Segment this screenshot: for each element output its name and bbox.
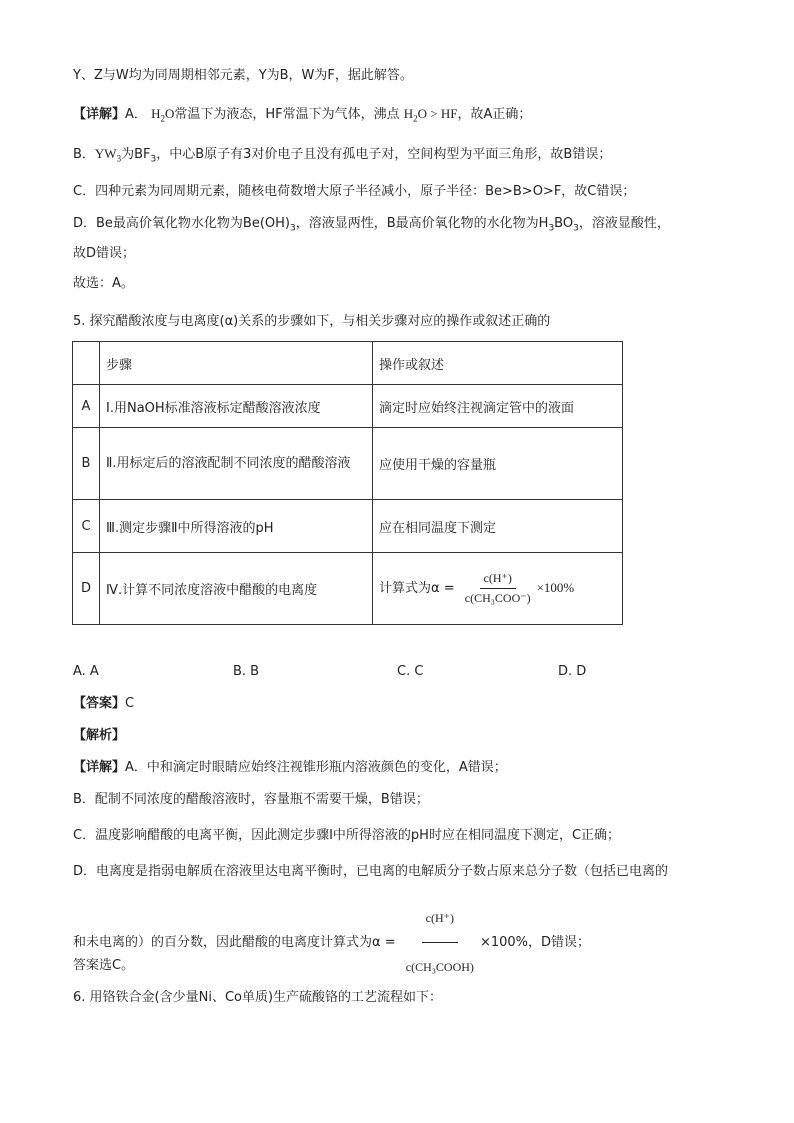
row-desc: 应使用干燥的容量瓶	[373, 428, 623, 500]
text: ，溶液显酸性，	[578, 216, 670, 231]
choice-d: D. D	[558, 664, 587, 679]
table-header-row	[73, 342, 623, 385]
fraction-denominator: c(CH₃COOH)	[405, 960, 474, 974]
row-letter: A	[73, 385, 100, 428]
table-row	[73, 500, 623, 553]
row-desc: 滴定时应始终注视滴定管中的液面	[373, 385, 623, 428]
table-row	[73, 385, 623, 428]
text: 为BF	[121, 147, 151, 162]
text: D．Be最高价氧化物水化物为Be(OH)	[73, 216, 290, 231]
detail2-d2	[73, 896, 590, 989]
formula-h2o: $H_2O$	[151, 106, 175, 124]
text: B．	[73, 147, 95, 162]
text: ×100%，D错误；	[479, 935, 591, 950]
row-letter: D	[73, 553, 100, 625]
row-letter: B	[73, 428, 100, 500]
choice-b: B. B	[233, 664, 260, 679]
formula-yw3: $YW_3$	[94, 146, 122, 164]
answer-tag: 【答案】	[73, 696, 126, 711]
formula-suffix: ×100%	[536, 580, 575, 595]
answer-choices	[73, 664, 633, 684]
detail2-d1: D．电离度是指弱电解质在溶液里达电离平衡时，已电离的电解质分子数占原来总分子数（包括已电离的	[73, 864, 669, 879]
alpha-fraction-2	[402, 896, 478, 989]
row-letter: C	[73, 500, 100, 553]
detail-tag: 【详解】	[73, 760, 126, 775]
final-answer: 答案选C。	[73, 958, 135, 973]
fraction-numerator: c(H⁺)	[480, 571, 516, 589]
question-5-stem: 5. 探究醋酸浓度与电离度(α)关系的步骤如下，与相关步骤对应的操作或叙述正确的	[73, 314, 551, 329]
detail-a-line	[73, 104, 531, 125]
text: A．中和滴定时眼睛应始终注视锥形瓶内溶液颜色的变化，A错误；	[125, 760, 507, 775]
header-desc: 操作或叙述	[373, 342, 623, 385]
choice-a: A. A	[73, 664, 99, 679]
formula-prefix: 计算式为α =	[379, 581, 455, 596]
detail2-a	[73, 758, 507, 778]
fraction-denominator: c(CH₃COO⁻)	[464, 591, 531, 605]
detail-b-line: B．$YW_3$为$BF_3$，中心B原子有3对价电子且没有孤电子对，空间构型为平面三角形，故B错误；	[73, 146, 612, 165]
detail-c-line: C．四种元素为同周期元素，随核电荷数增大原子半径减小，原子半径：Be>B>O>F，故C错误；	[73, 184, 636, 199]
row-step: Ⅰ.用NaOH标准溶液标定醋酸溶液浓度	[100, 385, 373, 428]
intro-line: Y、Z与W均为同周期相邻元素，Y为B，W为F，据此解答。	[73, 68, 413, 83]
detail-d-cont: 故D错误；	[73, 246, 136, 261]
text: 常温下为液态，HF常温下为气体，沸点	[174, 107, 400, 122]
text: A．	[125, 107, 147, 122]
question-6-stem: 6. 用铬铁合金(含少量Ni、Co单质)生产硫酸铬的工艺流程如下：	[73, 990, 443, 1005]
answer-row	[73, 694, 134, 714]
row-step: Ⅱ.用标定后的溶液配制不同浓度的醋酸溶液	[100, 428, 373, 500]
answer-value: C	[125, 696, 135, 711]
detail2-c: C．温度影响醋酸的电离平衡，因此测定步骤Ⅰ中所得溶液的pH时应在相同温度下测定，C正确；	[73, 828, 621, 843]
header-step: 步骤	[100, 342, 373, 385]
text: 和未电离的）的百分数，因此醋酸的电离度计算式为α =	[73, 935, 396, 950]
text: ，中心B原子有3对价电子且没有孤电子对，空间构型为平面三角形，故B错误；	[156, 147, 612, 162]
header-blank	[73, 342, 100, 385]
fraction-numerator: c(H⁺)	[422, 896, 458, 943]
detail-tag: 【详解】	[73, 107, 126, 122]
table-row	[73, 428, 623, 500]
text: BO	[554, 216, 574, 231]
row-desc: 应在相同温度下测定	[373, 500, 623, 553]
choice-c: C. C	[397, 664, 424, 679]
row-step: Ⅲ.测定步骤Ⅱ中所得溶液的pH	[100, 500, 373, 553]
row-step: Ⅳ.计算不同浓度溶液中醋酸的电离度	[100, 553, 373, 625]
answer-line: 故选：A。	[73, 276, 134, 291]
detail2-b: B．配制不同浓度的醋酸溶液时，容量瓶不需要干燥，B错误；	[73, 792, 429, 807]
table-row	[73, 553, 623, 625]
analysis-tag: 【解析】	[73, 728, 126, 743]
formula-h2o-gt-hf: $H_2O$ > HF	[403, 106, 458, 124]
detail-d-line: D．Be最高价氧化物水化物为$Be(OH)_3$，溶液显两性，B最高价氧化物的水化物为$H_3BO_3$，溶液显酸性，	[73, 216, 670, 234]
row-desc-formula	[373, 553, 623, 625]
alpha-fraction	[461, 571, 535, 606]
text: ，故A正确；	[457, 107, 532, 122]
text: ，溶液显两性，B最高价氧化物的水化物为H	[295, 216, 549, 231]
steps-table	[72, 341, 623, 625]
